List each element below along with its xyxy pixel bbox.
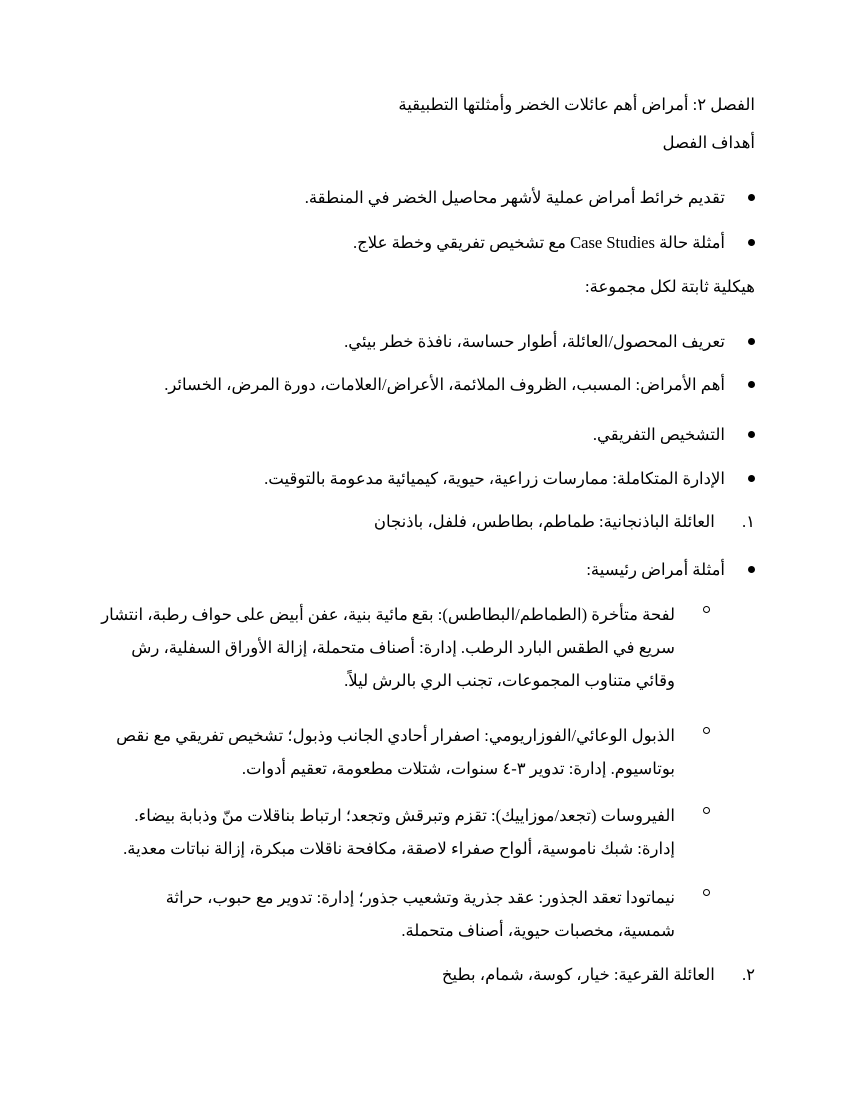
circle-bullet-icon bbox=[703, 807, 710, 814]
bullet-icon bbox=[748, 239, 755, 246]
objectives-heading: أهداف الفصل bbox=[662, 133, 755, 152]
bullet-icon bbox=[748, 431, 755, 438]
family-heading bbox=[374, 511, 755, 533]
family-number: ١. bbox=[742, 512, 755, 531]
circle-bullet-icon bbox=[703, 606, 710, 613]
disease-item: نيماتودا تعقد الجذور: عقد جذرية وتشعيب جذور؛ إدارة: تدوير مع حبوب، حراثة شمسية، مخصبات حيوية، أصناف متحملة. bbox=[92, 881, 710, 947]
family-label: العائلة الباذنجانية: طماطم، بطاطس، فلفل، باذنجان bbox=[373, 512, 715, 531]
circle-bullet-icon bbox=[703, 727, 710, 734]
bullet-icon bbox=[748, 566, 755, 573]
family-number: ٢. bbox=[742, 965, 755, 984]
document-page: الفصل ٢: أمراض أهم عائلات الخضر وأمثلتها التطبيقية أهداف الفصل تقديم خرائط أمراض عملية لأشهر محاصيل الخضر في المنطقة. أمثلة حالة Case Studies مع تشخيص تفريقي وخطة علاج. هيكلية ثابتة لكل مجموعة: تعريف المحصول/العائلة، أطوار حساسة، نافذة خطر بيئي. أهم الأمراض: المسبب، الظروف الملائمة، الأعراض/العلامات، دورة المرض، الخسائر. التشخيص التفريقي. الإدارة المتكاملة: ممارسات زراعية، حيوية، كيميائية مدعومة بالتوقيت. ١. العائلة الباذنجانية: طماطم، بطاطس، فلفل، باذنجان أمثلة أمراض رئيسية: لفحة متأخرة (الطماطم/البطاطس): بقع مائية بنية، عفن أبيض على حواف رطبة، انتشار سريع في الطقس البارد الرطب. إدارة: أصناف متحملة، إزالة الأوراق السفلية، رش وقائي متناوب المجموعات، تجنب الري بالرش ليلاً. الذبول الوعائي/الفوزاريومي: اصفرار أحادي الجانب وذبول؛ تشخيص تفريقي مع نقص بوتاسيوم. إدارة: تدوير ٣-٤ سنوات، شتلات مطعومة، تعقيم أدوات. الفيروسات (تجعد/موزاييك): تقزم وتبرقش وتجعد؛ ارتباط بناقلات منّ وذبابة بيضاء. إدارة: شبك ناموسية، ألواح صفراء لاصقة، مكافحة ناقلات مبكرة، إزالة نباتات معدية. نيماتودا تعقد الجذور: عقد جذرية وتشعيب جذور؛ إدارة: تدوير مع حبوب، حراثة شمسية، مخصبات حيوية، أصناف متحملة. ٢. العائلة القرعية: خيار، كوسة، شمام، بطيخ bbox=[0, 0, 850, 1100]
circle-bullet-icon bbox=[703, 889, 710, 896]
disease-item: الذبول الوعائي/الفوزاريومي: اصفرار أحادي الجانب وذبول؛ تشخيص تفريقي مع نقص بوتاسيوم. إدارة: تدوير ٣-٤ سنوات، شتلات مطعومة، تعقيم أدوات. bbox=[92, 719, 710, 785]
bullet-icon bbox=[748, 194, 755, 201]
family-label: العائلة القرعية: خيار، كوسة، شمام، بطيخ bbox=[441, 965, 715, 984]
bullet-icon bbox=[748, 338, 755, 345]
bullet-icon bbox=[748, 381, 755, 388]
family-heading bbox=[442, 964, 755, 986]
disease-item: لفحة متأخرة (الطماطم/البطاطس): بقع مائية بنية، عفن أبيض على حواف رطبة، انتشار سريع في الطقس البارد الرطب. إدارة: أصناف متحملة، إزالة الأوراق السفلية، رش وقائي متناوب المجموعات، تجنب الري بالرش ليلاً. bbox=[92, 598, 710, 697]
disease-item: الفيروسات (تجعد/موزاييك): تقزم وتبرقش وتجعد؛ ارتباط بناقلات منّ وذبابة بيضاء. إدارة: شبك ناموسية، ألواح صفراء لاصقة، مكافحة ناقلات مبكرة، إزالة نباتات معدية. bbox=[92, 799, 710, 865]
structure-heading: هيكلية ثابتة لكل مجموعة: bbox=[585, 277, 755, 296]
bullet-icon bbox=[748, 475, 755, 482]
chapter-title: الفصل ٢: أمراض أهم عائلات الخضر وأمثلتها التطبيقية bbox=[398, 95, 755, 114]
